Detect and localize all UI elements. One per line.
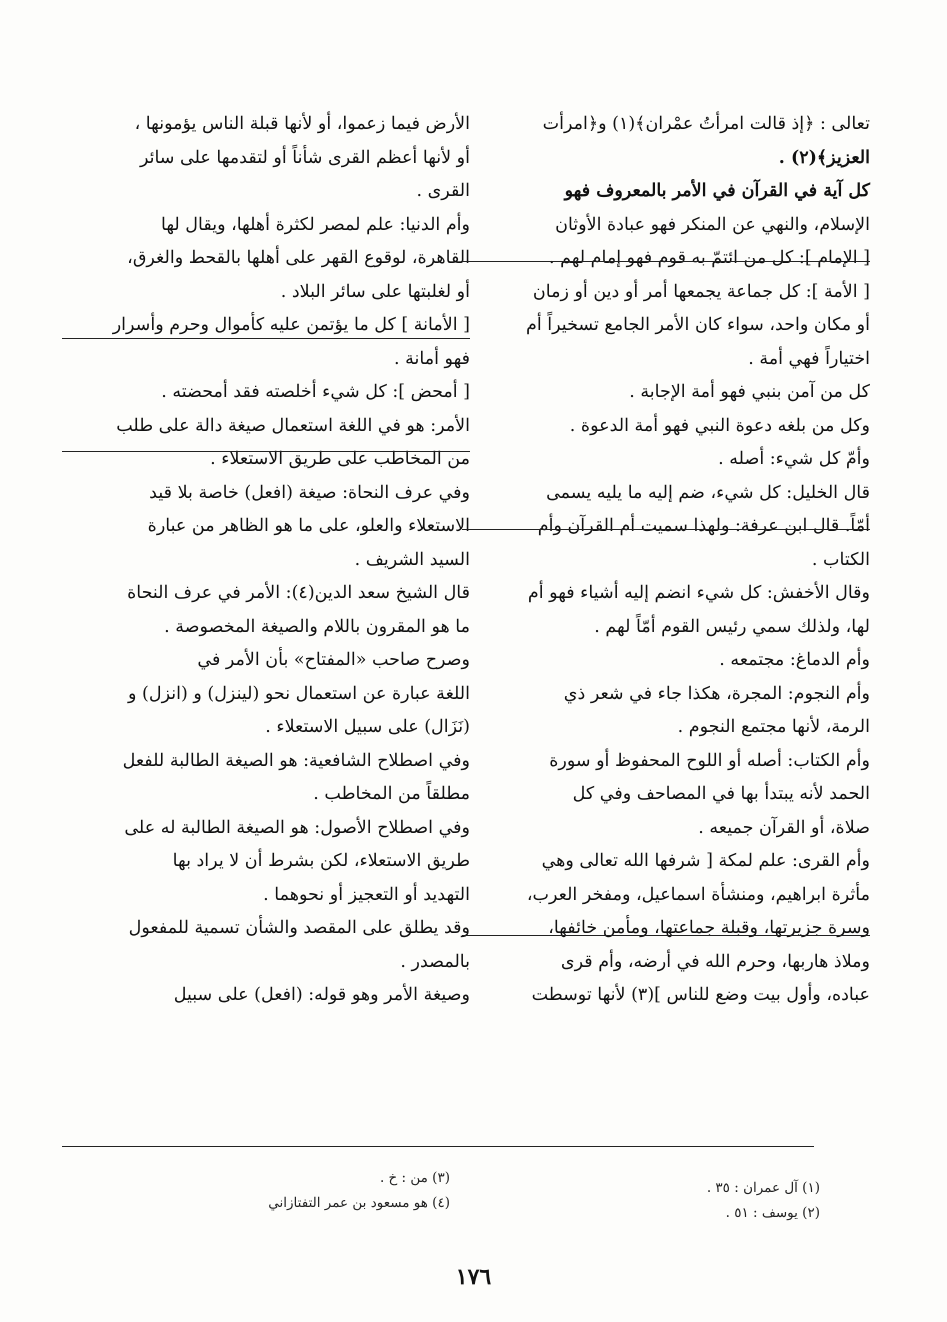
text-line: [ الإمام ]: كل من ائتمّ به قوم فهو إمام لهم . [548,248,870,268]
text-line: قال الشيخ سعد الدين(٤): الأمر في عرف النحاة [127,583,470,603]
paragraph-divider [462,529,870,530]
text-line: بالمصدر . [400,951,470,972]
footnote: (١) آل عمران : ٣٥ . [706,1180,820,1196]
text-line: السيد الشريف . [354,549,470,570]
text-line: وأم الكتاب: أصله أو اللوح المحفوظ أو سورة [549,750,870,771]
text-line: اللغة عبارة عن استعمال نحو (لينزل) و (انزل) و [128,683,470,704]
text-line: وصرح صاحب «المفتاح» بأن الأمر في [197,650,470,670]
text-line: قال الخليل: كل شيء، ضم إليه ما يليه يسمى [546,482,870,503]
right-column [462,108,870,1013]
text-line: أو لغلبتها على سائر البلاد . [280,281,470,302]
footnote-separator [62,1146,814,1147]
text-line: الإسلام، والنهي عن المنكر فهو عبادة الأوثان [555,214,870,235]
text-line: من المخاطب على طريق الاستعلاء . [210,449,470,469]
footnote: (٤) هو مسعود بن عمر التفتازاني [268,1195,450,1211]
text-line: الاستعلاء والعلو، على ما هو الظاهر من عبارة [147,516,470,536]
left-column [62,108,470,1013]
text-line: القاهرة، لوقوع القهر على أهلها بالقحط والغرق، [127,248,470,268]
page-number: ١٧٦ [455,1264,492,1290]
text-line: وأم الدنيا: علم لمصر لكثرة أهلها، ويقال لها [161,214,470,235]
text-line: الرمة، لأنها مجتمع النجوم . [677,717,870,737]
text-line: عباده، وأول بيت وضع للناس ](٣) لأنها توسطت [531,985,870,1005]
text-line: صلاة، أو القرآن جميعه . [698,817,870,838]
text-line: وفي اصطلاح الشافعية: هو الصيغة الطالبة للفعل [122,750,470,771]
paragraph-divider [462,935,870,936]
text-line: طريق الاستعلاء، لكن بشرط أن لا يراد بها [172,851,470,871]
text-line: وقال الأخفش: كل شيء انضم إليه أشياء فهو أم [527,583,870,603]
footnotes-right [500,1176,820,1226]
text-line: مطلقاً من المخاطب . [313,784,470,804]
text-line: اختياراً فهي أمة . [748,348,870,369]
text-line: الحمد لأنه يبتدأ بها في المصاحف وفي كل [572,784,870,804]
text-line: التهديد أو التعجيز أو نحوهما . [263,884,470,905]
paragraph-divider [462,261,870,262]
text-line: الأرض فيما زعموا، أو لأنها قبلة الناس يؤمونها ، [134,114,470,134]
text-line: العزيز﴾(٢) . [778,147,870,168]
footnote: (٣) من : خ . [379,1170,450,1186]
text-line: لها، ولذلك سمي رئيس القوم أمّاً لهم . [594,616,870,637]
text-line: كل من آمن بنبي فهو أمة الإجابة . [629,382,870,402]
text-line: أمّاً. قال ابن عرفة: ولهذا سميت أم القرآن وأم [537,516,870,536]
text-line: أو لأنها أعظم القرى شأناً أو لتقدمها على سائر [139,147,470,168]
text-line: وملاذ هاربها، وحرم الله في أرضه، وأم قرى [560,951,870,972]
text-line: فهو أمانة . [394,348,470,369]
text-line: [ الأمانة ] كل ما يؤتمن عليه كأموال وحرم وأسرار [112,315,470,335]
paragraph-divider [62,451,470,452]
text-line: وأم النجوم: المجرة، هكذا جاء في شعر ذي [563,683,870,704]
text-line: مأثرة ابراهيم، ومنشأة اسماعيل، ومفخر العرب، [526,884,870,905]
text-line: [ الأمة ]: كل جماعة يجمعها أمر أو دين أو زمان [532,281,870,302]
footnote: (٢) يوسف : ٥١ . [725,1205,820,1221]
text-line: تعالى : ﴿إذ قالت امرأتُ عمْران﴾(١) و﴿امرأت [542,114,870,134]
text-line: وكل من بلغه دعوة النبي فهو أمة الدعوة . [569,415,870,436]
text-line: الكتاب . [811,549,870,570]
text-line: ما هو المقرون باللام والصيغة المخصوصة . [164,616,470,637]
text-line: وأم الدماغ: مجتمعه . [719,650,870,670]
text-line: وفي عرف النحاة: صيغة (افعل) خاصة بلا قيد [149,482,470,503]
text-line: وفي اصطلاح الأصول: هو الصيغة الطالبة له على [124,817,470,838]
text-line: الأمر: هو في اللغة استعمال صيغة دالة على طلب [116,415,470,436]
text-line: وأم القرى: علم لمكة [ شرفها الله تعالى وهي [541,851,870,871]
text-line: (نَزَال) على سبيل الاستعلاء . [265,717,470,737]
text-line: وقد يطلق على المقصد والشأن تسمية للمفعول [128,918,470,938]
text-line: [ أمحض ]: كل شيء أخلصته فقد أمحضته . [161,382,470,402]
text-line: أو مكان واحد، سواء كان الأمر الجامع تسخيراً أم [526,315,870,335]
text-line: وسرة جزيرتها، وقبلة جماعتها، ومأمن خائفها، [548,918,870,938]
text-line: وصيغة الأمر وهو قوله: (افعل) على سبيل [173,985,470,1005]
footnotes-left [150,1166,450,1216]
text-line: وأمّ كل شيء: أصله . [718,449,870,469]
text-line: القرى . [416,181,470,201]
paragraph-divider [62,338,470,339]
text-line: كل آية في القرآن في الأمر بالمعروف فهو [564,181,870,201]
